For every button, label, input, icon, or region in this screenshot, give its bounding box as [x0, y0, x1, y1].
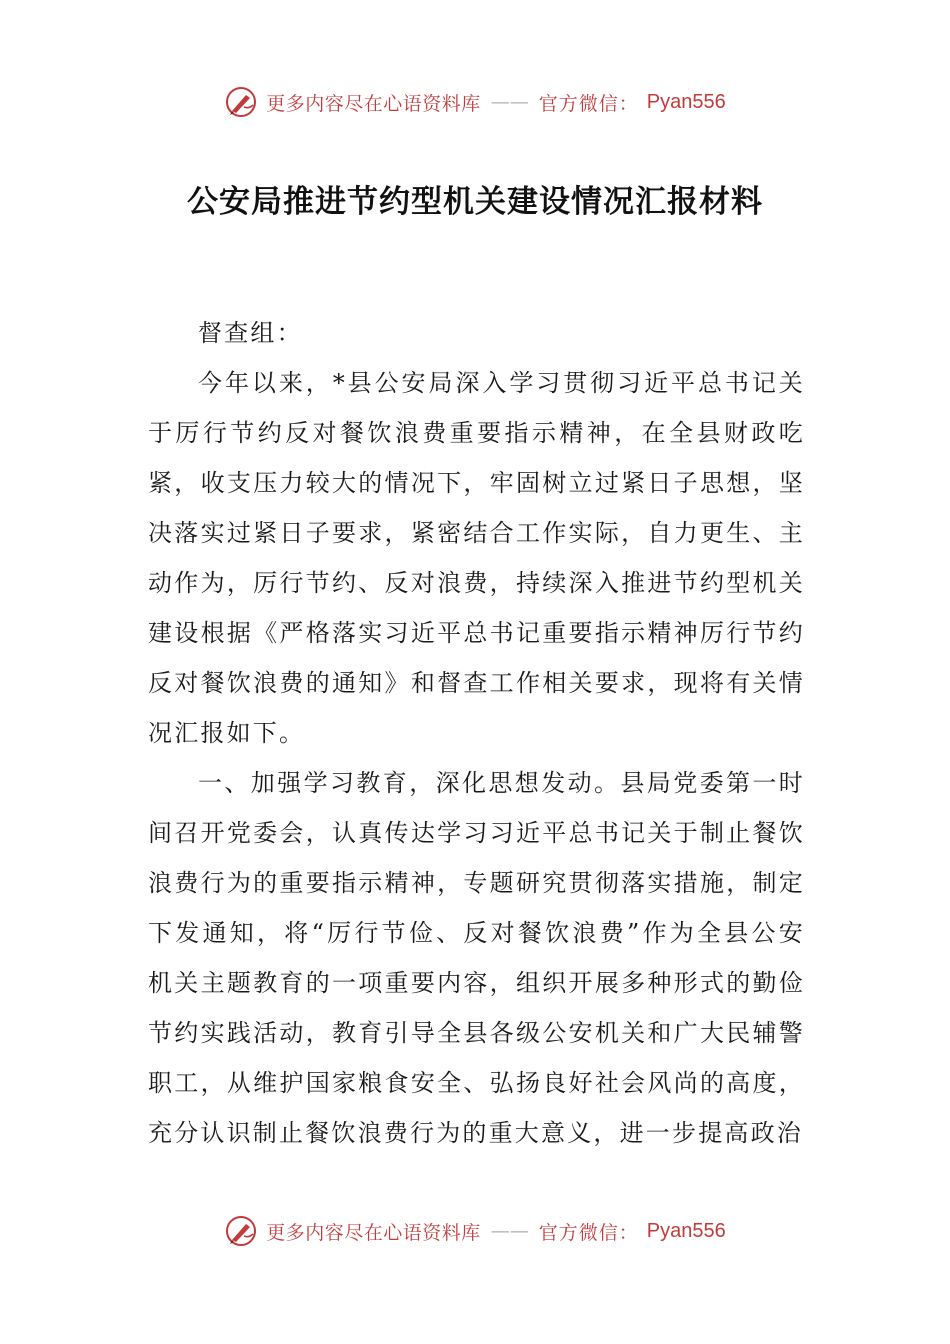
banner-wechat-id: Pyan556 [646, 1219, 726, 1242]
pen-logo-icon [224, 1214, 258, 1248]
banner-wechat-label: 官方微信： [538, 92, 639, 115]
salutation: 督查组： [198, 319, 303, 347]
banner-text: 更多内容尽在心语资料库 [266, 1221, 481, 1244]
banner-wechat-id: Pyan556 [646, 90, 726, 113]
document-title: 公安局推进节约型机关建设情况汇报材料 [187, 184, 763, 220]
document-body [148, 308, 805, 1158]
banner-text: 更多内容尽在心语资料库 [266, 92, 481, 115]
banner-wechat-label: 官方微信： [538, 1221, 639, 1244]
footer-watermark-banner [0, 1211, 950, 1251]
banner-separator: —— [490, 91, 529, 113]
paragraph-intro: 今年以来，*县公安局深入学习贯彻习近平总书记关于厉行节约反对餐饮浪费重要指示精神，在全县财政吃紧，收支压力较大的情况下，牢固树立过紧日子思想，坚决落实过紧日子要求，紧密结合工作实际，自力更生、主动作为，厉行节约、反对浪费，持续深入推进节约型机关建设根据《严格落实习近平总书记重要指示精神厉行节约反对餐饮浪费的通知》和督查工作相关要求，现将有关情况汇报如下。 [148, 369, 805, 747]
pen-logo-icon [224, 85, 258, 119]
banner-separator: —— [490, 1220, 529, 1242]
paragraph-section-one: 一、加强学习教育，深化思想发动。县局党委第一时间召开党委会，认真传达学习习近平总书记关于制止餐饮浪费行为的重要指示精神，专题研究贯彻落实措施，制定下发通知，将“厉行节俭、反对餐饮浪费”作为全县公安机关主题教育的一项重要内容，组织开展多种形式的勤俭节约实践活动，教育引导全县各级公安机关和广大民辅警职工，从维护国家粮食安全、弘扬良好社会风尚的高度，充分认识制止餐饮浪费行为的重大意义，进一步提高政治 [148, 769, 805, 1147]
header-watermark-banner [0, 82, 950, 122]
